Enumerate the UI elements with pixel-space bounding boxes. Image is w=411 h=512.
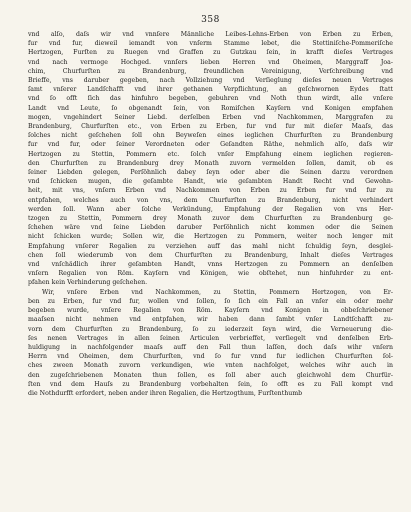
text-line: ſten vnd dem Hauſs zu Brandenburg vorbehalten ſein, ſo offt es zu Fall kompt vnd — [28, 380, 393, 388]
text-line: ſes nenen Vertrages in allen ſeinen Articulen verbrieffet, verſiegelt vnd denſelben Erb- — [28, 334, 393, 342]
text-line: vnd ſchicken mugen, die geſambte Handt, wie geſambten Handt Recht vnd Gewohn- — [28, 178, 393, 186]
text-line: ben zu Erben, fur vnd fur, wollen vnd ſollen, ſo ſich ein Fall an vnſer ein oder mehr — [28, 297, 393, 305]
text-line: vnſern Regalien von Röm. Kayſern vnd Königen, wie obſtehet, nun hinfuhrder zu ent- — [28, 270, 393, 278]
text-line: Landt vnd Leute, ſo obgenandt ſein, von Romiſchen Kayſern vnd Konigen empfahen — [28, 104, 393, 112]
page-number: 358 — [201, 15, 220, 25]
text-line: Hertzogen, Furſten zu Ruegen vnd Graffen zu Gutzkau ſein, in krafft dieſes Vertrages — [28, 49, 393, 57]
text-line: mogen, vngehindert Seiner Liebd. derſelben Erben vnd Nachkommen, Marggrafen zu — [28, 113, 393, 121]
text-line: Herrn vnd Oheimen, dem Churfurſten, vnd ſo fur vnnd fur iedlichen Churfurſten ſol- — [28, 353, 393, 361]
text-line: huldigung in nachfolgender maaſs auff den Fall thun laſſen, doch daſs wihr vnſern — [28, 343, 393, 351]
text-line: vnd vnſchädlich ihrer geſambten Handt, vnns Hertzogen zu Pommern an denſelben — [28, 261, 393, 269]
text-line: nicht ſchicken wurde; Sollen wir, die Hertzogen zu Pommern, weiter noch lenger mit — [28, 233, 393, 241]
text-line: Brandenburg, Churfurſten etc., von Erben zu Erben, fur vnd fur mit dieſer Maaſs, das — [28, 123, 393, 131]
paragraph — [28, 288, 393, 398]
text-line: pfahen kein Verhinderung geſchehen. — [28, 279, 148, 287]
text-line: ches zween Monath zuvorn verkundigen, wie vnten nachfolget, welches wihr auch in — [28, 362, 393, 370]
text-line: vnd ſo offt ſich das hinfuhro begeben, gebuhren vnd Noth thun wirdt, alle vnſere — [28, 95, 393, 103]
text-line: Empfahung vnſerer Regalien zu verziehen auff das mahl nicht ſchuldig ſeyn, desglei- — [28, 242, 393, 250]
text-line: Brieffe, vns daruber gegeben, nach Vollziehung vnd Verſieglung dieſes neuen Vertrages — [28, 77, 393, 85]
text-line: chen ſoll wiederumb von dem Churfurſten zu Brandenburg, Inhalt dieſes Vertrages — [28, 251, 393, 259]
text-line: ſolches nicht geſchehen ſoll ohn Beyweſen eines ieglichen Churfurſten zu Brandenburg — [28, 132, 393, 140]
text-line: Hertzogen zu Stettin, Pommern etc. ſolch vnſer Empfahung einem ieglichen regieren- — [28, 150, 393, 158]
paragraph — [28, 30, 393, 288]
text-line: vnd nach vermoge Hochged. vnnſers lieben Herren vnd Oheimen, Marggraff Joa- — [28, 58, 393, 66]
text-line: chim, Churfurſten zu Brandenburg, freundlichen Vereinigung, Verſchreibung vnd — [28, 67, 393, 75]
text-line: fur vnd fur, dieweil iemandt von vnſerm Stamme lebet, die Stettiniſche-Pommeriſche — [28, 40, 393, 48]
text-line: fur vnd fur, oder ſeiner Verordneten oder Geſandten Räthe, nehmlich alſo, daſs wir — [28, 141, 393, 149]
text-line: den Churfurſten zu Brandenburg drey Monath zuvorn vermelden ſollen, damit, ob es — [28, 159, 393, 167]
text-line: tzogen zu Stettin, Pommern drey Monath zuvor dem Churfurſten zu Brandenburg ge- — [28, 215, 393, 223]
text-line: den zugeſchriebenen Monaten thun ſollen, es ſoll aber auch gleichwohl dem Churfür- — [28, 371, 393, 379]
text-line: Wir, vnſere Erben vnd Nachkommen, zu Stettin, Pommern Hertzogen, von Er- — [42, 288, 393, 296]
text-line: vorn dem Churfurſten zu Brandenburg, ſo zu iederzeit ſeyn wird, die Verneuerung die- — [28, 325, 393, 333]
text-line: ſeiner Liebden gelegen, Perſöhnlich dabey ſeyn oder aber die Seinen darzu verordnen — [28, 169, 393, 177]
text-line: vnd alſo, daſs wir vnd vnnſere Männliche Leibes-Lehns-Erben von Erben zu Erben, — [28, 31, 393, 38]
text-line: werden ſoll. Wann aber ſolche Verkündung, Empfahung der Regalien von vns Her- — [28, 205, 393, 213]
text-line: heit, mit vns, vnſern Erben vnd Nachkommen von Erben zu Erben fur vnd fur zu — [28, 187, 393, 195]
text-line: ſchehen wäre vnd ſeine Liebden daruber Perſöhnlich nicht kommen oder die Seinen — [28, 224, 393, 232]
text-line: die Nothdurfft erfordert, neben ander ihren Regalien, die Hertzogthum, Furſtenthumb — [28, 389, 303, 397]
text-line: ſamt vnſerer Landſchafft vnd ihrer gethanen Verpflichtung, an geſchwornen Eydes ſtatt — [28, 86, 393, 94]
text-line: entpfahen, welches auch von vns, dem Churfurſten zu Brandenburg, nicht verhindert — [28, 196, 393, 204]
text-line: maaſsen nicht nehmen vnd entpfahen, wir haben dann ſambt vnſer Landtſchafft zu- — [28, 316, 393, 324]
text-line: begeben wurde, vnſere Regalien von Röm. Kayſern vnd Konigen in obbeſchriebener — [28, 307, 393, 315]
body-text — [28, 30, 393, 398]
